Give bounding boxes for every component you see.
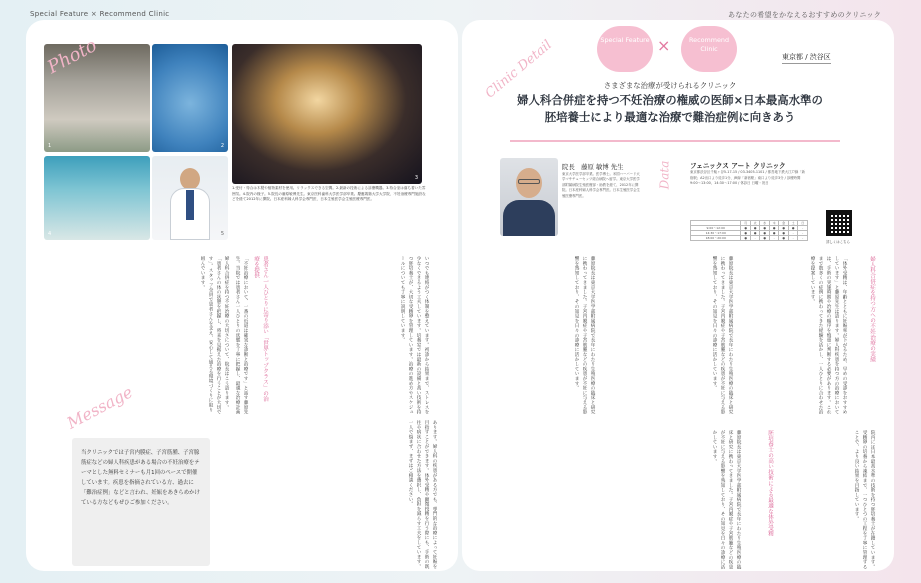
left-col1-heading: 患者さん一人ひとりに寄り添い「世界トップクラス」の治療を提供 — [253, 256, 268, 402]
left-col0-body: 婦人科合併症を持つ不妊治療の大切さについて、院長はこう語ります。「患者さんの体の状態を把握し、将来を見据えた治療を行うことが大切です」。スタッフ全員で患者さんを支え、安心して通える環境づくりに取り組んでいます。 — [200, 256, 229, 415]
script-clinic-detail: Clinic Detail — [482, 37, 555, 102]
right-col3-body-b: 藤原院長は東京大学医学部附属病院で長年にわたり生殖医療の臨床と研究に携わってきました。子宮内膜症や子宮筋腫などの疾患が不妊に与える影響を熟知しており、その知見を日々の診療に活かしています。 — [712, 430, 741, 570]
hours-header: 火 — [750, 221, 760, 226]
hours-header: 日 — [798, 221, 808, 226]
photo-number: 2 — [220, 143, 224, 149]
qr-code-icon[interactable] — [826, 210, 852, 236]
right-col3-heading: 胚培養士の高い技術による最適な体外受精 — [767, 430, 773, 537]
right-col1-heading: 婦人科合併症を持つ方への不妊治療の実績 — [869, 256, 875, 363]
script-message: Message — [63, 382, 136, 433]
right-col2-body: 藤原院長は東京大学医学部附属病院で長年にわたり生殖医療の臨床と研究に携わってきました。子宮内膜症や子宮筋腫などの疾患が不妊に与える影響を熟知しており、その知見を日々の診療に活かしています。 — [712, 256, 733, 415]
title-divider — [510, 140, 840, 142]
article-title — [470, 92, 870, 126]
doctor-bio: 東京大学医学部卒業。医学博士。米国ハーバード大学マサチューセッツ総合病院へ留学。東京大学医学部附属病院生殖医療部・助教を経て、2012年に開院。日本産科婦人科学会専門医。日本生殖医学会生殖医療専門医。 — [562, 172, 640, 198]
feature-tag — [597, 26, 737, 72]
photo-treatment-room — [44, 156, 150, 240]
qr-caption: 詳しくはこちら — [826, 240, 850, 244]
location-label: 東京都 / 渋谷区 — [782, 52, 831, 64]
photo-number: 4 — [48, 231, 52, 237]
tag-right: Recommend Clinic — [689, 36, 729, 53]
script-data: Data — [657, 160, 672, 190]
title-line-1: 婦人科合併症を持つ不妊治療の権威の医師×日本最高水準の — [517, 93, 823, 107]
message-box: 当クリニックでは子宮内膜症、子宮筋腫、子宮腺筋症などの婦人科疾患がある場合の不妊治療をテーマとした無料セミナーも月1回のペースで開催しています。疾患を指摘されている方、過去に「難治症例」などと言われ、妊娠をあきらめかけている方などもぜひご参加ください。 — [72, 438, 210, 566]
script-photo: Photo — [44, 34, 101, 79]
article-subtitle: さまざまな治療が受けられるクリニック — [603, 81, 737, 90]
right-col2b-body: 藤原院長は東京大学医学部附属病院で長年にわたり生殖医療の臨床と研究に携わってきました。子宮内膜症や子宮筋腫などの疾患が不妊に与える影響を熟知しており、その知見を日々の診療に活かしています。 — [574, 256, 595, 415]
photo-waiting-room — [232, 44, 422, 184]
title-line-2: 胚培養士により最適な治療で難治症例に向きあう — [544, 110, 796, 124]
hours-header: 木 — [769, 221, 779, 226]
hours-row-label: 14:30〜17:00 — [691, 231, 741, 236]
photo-caption: 1.受付・待合は木製や植物素材を使用。リラックスできる空間。2.最新の技術による診療機器。3.待合室は落ち着いた雰囲気。4.院内の様子。5.院長の藤原敏博先生。東京医科歯科大学医学部卒業。慶應義塾大学大学院、不妊治療専門施設などを経て2012年に開院。日本産科婦人科学会専門医、日本生殖医学会生殖医療専門医。 — [232, 186, 426, 202]
left-col3-body: あります。婦人科の疾患がある方でも、専門的な治療によって妊娠を目指すことができます。体外受精や顕微授精を行う際にも、手術の既往や病状に合わせた方法を選択し、負担を減らす工夫をしています。一人で悩まず、まずはご相談ください。 — [408, 420, 437, 569]
photo-equipment — [152, 44, 228, 152]
left-col1-body: 「不妊治療において、一番の近道は確実な診断と治療です」と話す藤原先生。当院では患者さん一人ひとりの状態を丁寧に把握し、最適な治療計画 — [235, 256, 248, 415]
tag-x: × — [657, 36, 671, 55]
left-col2-body: いつでも連絡がつく体制を整えています。初診から結果まで、ストレスを少なくできるよう工夫しています。培養室では最新の設備と高い技術を持つ胚培養士が、大切な受精卵を管理しています。治療の進め方やスケジュールについても丁寧に説明しています。 — [400, 256, 429, 415]
doctor-name: 院長 藤原 敏博 先生 — [562, 163, 624, 171]
right-col1-body: 「体外受精は、年齢とともに妊娠率が下がるため、早めの受診をおすすめしています」と藤原先生は語ります。婦人科疾患を持つ方の治療においては、手術の実施時期や治療の順序を慎重に判断する必要があります。これまで数多くの症例に携わってきた経験を活かし、一人ひとりに合わせた治療を提案しています。 — [810, 256, 847, 415]
hours-row-label: 9:00〜12:00 — [691, 226, 741, 231]
hours-header: 土 — [788, 221, 798, 226]
doctor-figure — [170, 168, 210, 240]
hours-row-label: 18:00〜20:00 — [691, 236, 741, 241]
photo-number: 5 — [220, 231, 224, 237]
photo-number: 1 — [48, 143, 52, 149]
clinic-name: フェニックス アート クリニック — [690, 162, 786, 170]
hours-table: 月 火 水 木 金 土 日 9:00〜12:00 ● ● ● ● ● ● - 14:30〜17:00 ● ● ● ● ● - - 18:00〜20:00 ● - ● - ● - - — [690, 220, 808, 241]
hours-header: 水 — [760, 221, 770, 226]
header-left: Special Feature × Recommend Clinic — [30, 10, 170, 18]
hours-header: 月 — [741, 221, 751, 226]
clinic-info: 東京都渋谷区千駄ヶ谷5-17-15 / 03-3405-1101 / 都営地下鉄大江戸線「新宿駅」A2出口より徒歩1分、JR線「新宿駅」南口より徒歩3分 / 診療時間 9:00〜13:00、14:30〜17:00 / 休診日 日曜・祝日 — [690, 170, 806, 186]
header-right: あなたの希望をかなえるおすすめのクリニック — [728, 11, 881, 19]
doctor-portrait — [500, 158, 558, 236]
right-col3-body-a: 院内には日本最高水準の技術を持つ胚培養士が在籍しています。受精卵の培養から凍結まで、一つひとつの工程を丁寧に管理することで、より良い結果を目指しています。 — [854, 430, 875, 570]
tag-left: Special Feature — [600, 36, 650, 44]
hours-header: 金 — [779, 221, 789, 226]
photo-number: 3 — [414, 175, 418, 181]
